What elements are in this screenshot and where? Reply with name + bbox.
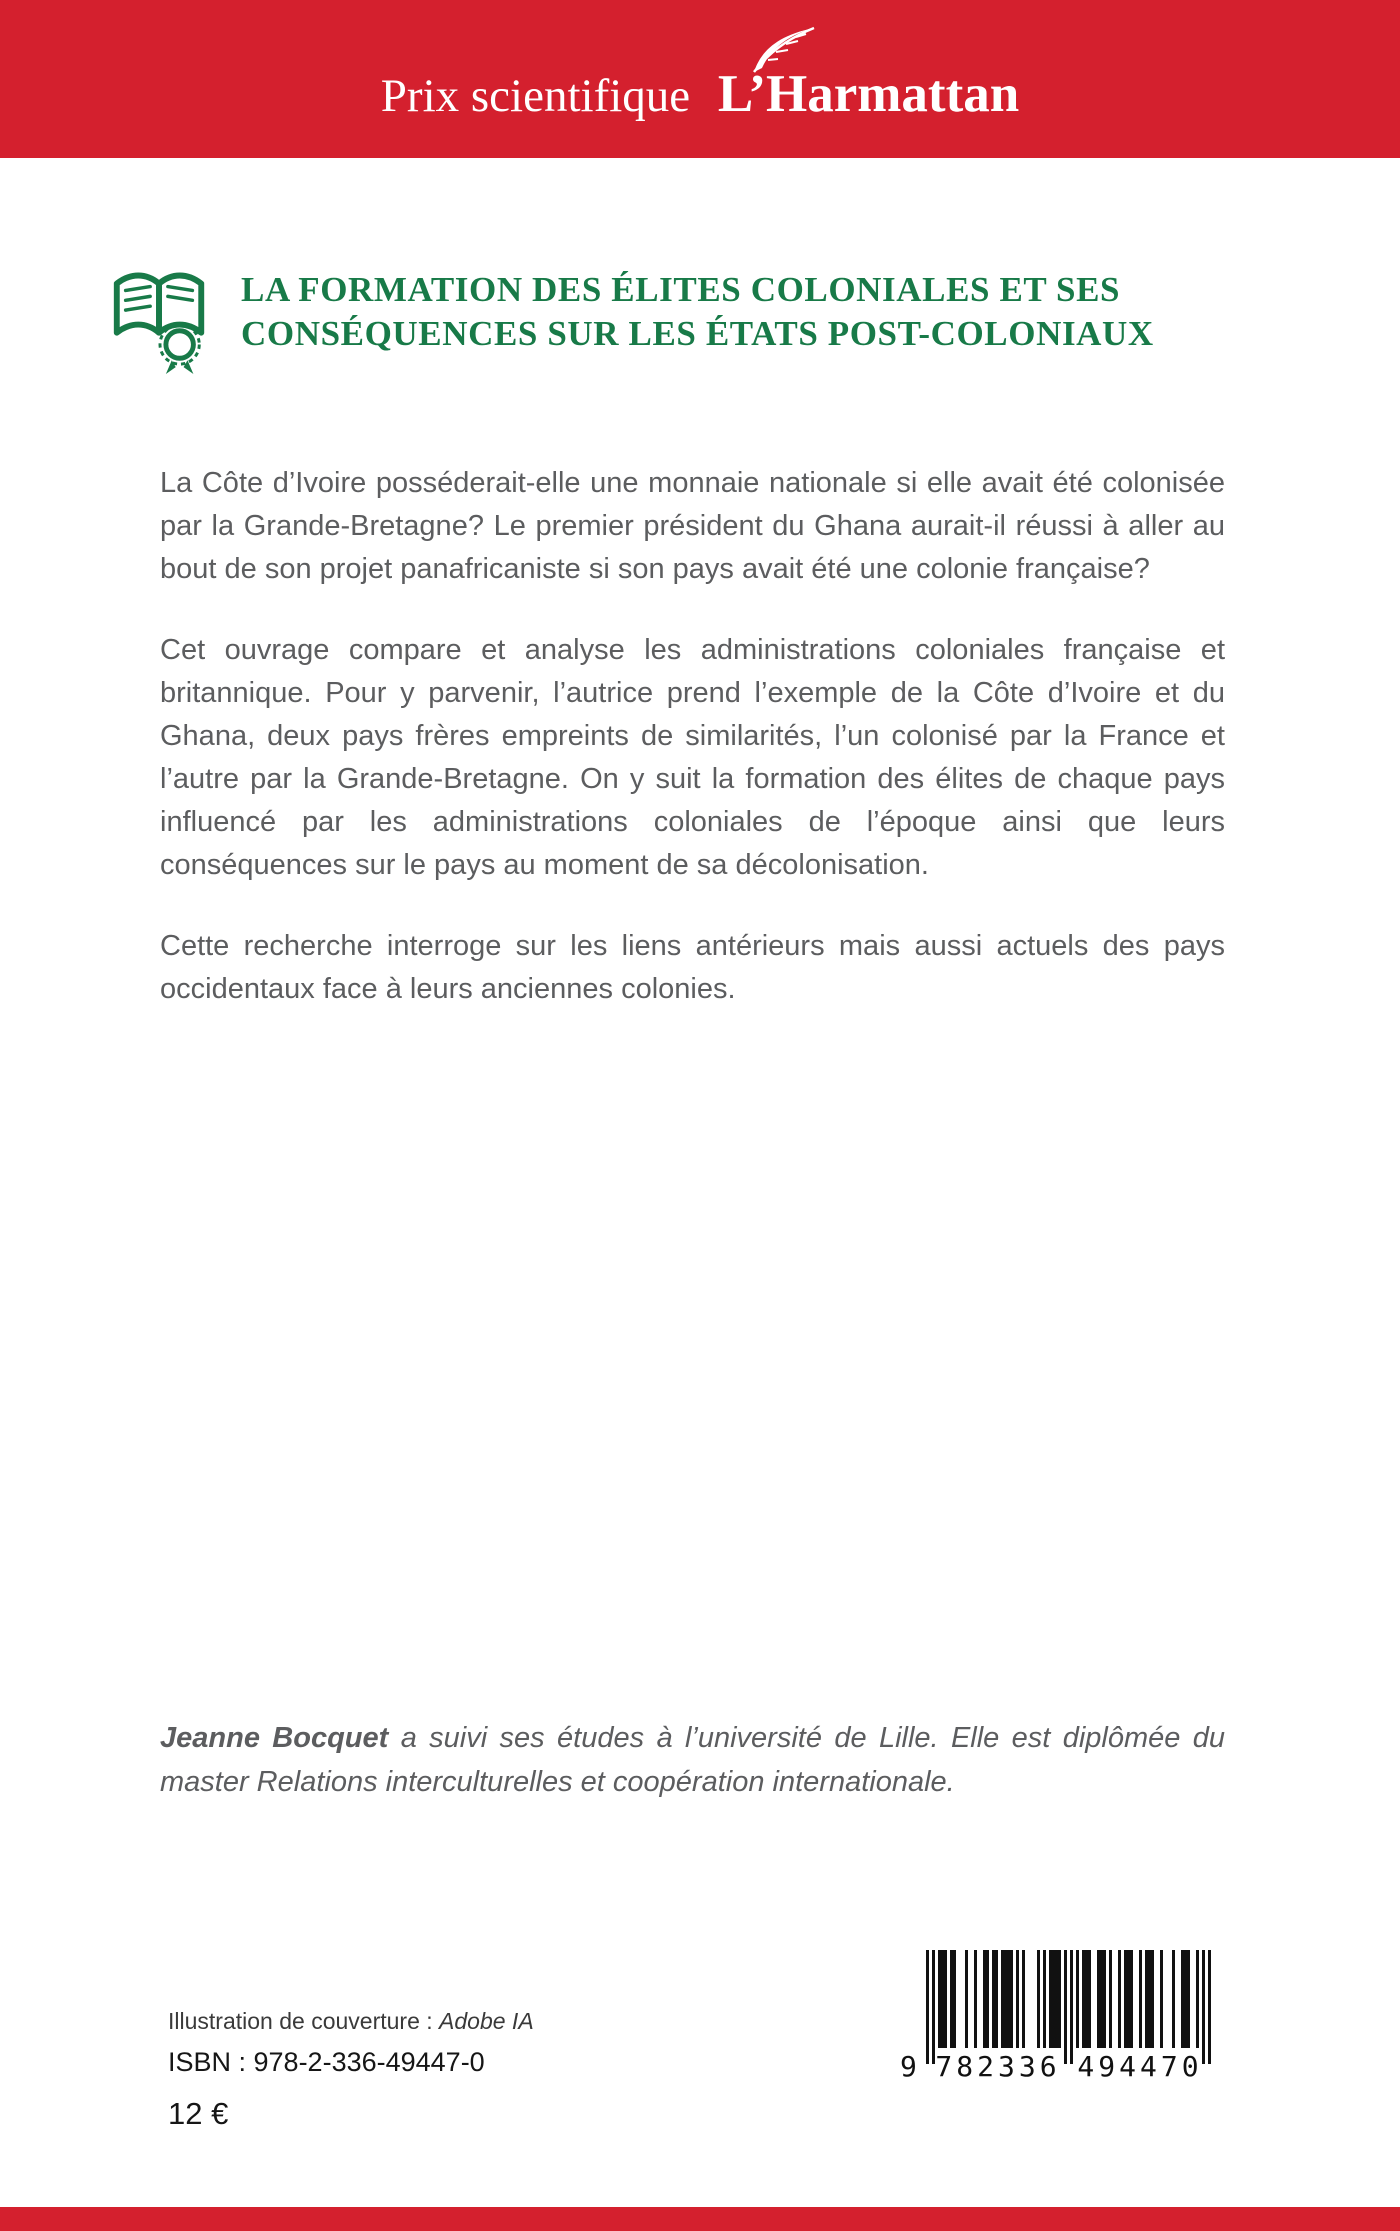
prize-banner-text	[381, 34, 1019, 124]
author-name: Jeanne Bocquet	[160, 1722, 389, 1754]
author-bio-text	[160, 1716, 1225, 1804]
book-title-line-1: LA FORMATION DES ÉLITES COLONIALES ET SES	[241, 270, 1121, 309]
synopsis	[160, 462, 1225, 1011]
title-block	[105, 258, 1245, 376]
book-title	[241, 258, 1154, 356]
author-bio-body: a suivi ses études à l’université de Lille. Elle est diplômée du master Relations interculturelles et coopération internationale.	[160, 1722, 1226, 1798]
book-award-icon	[105, 258, 215, 376]
cover-illustration-credit	[168, 2008, 534, 2035]
isbn: ISBN : 978-2-336-49447-0	[168, 2047, 485, 2077]
publisher-brand-label: L’Harmattan	[717, 65, 1020, 123]
synopsis-paragraph-2: Cet ouvrage compare et analyse les administrations coloniales française et britannique. Pour y parvenir, l’autrice prend l’exemple de la Côte d’Ivoire et du Ghana, deux pays frères empreints de similarités, l’un colonisé par la France et l’autre par la Grande-Bretagne. On y suit la formation des élites de chaque pays influencé par les administrations coloniales de l’époque ainsi que leurs conséquences sur le pays au moment de sa décolonisation.	[160, 634, 1225, 881]
synopsis-paragraph-1: La Côte d’Ivoire posséderait-elle une monnaie nationale si elle avait été colonisée par la Grande-Bretagne? Le premier président du Ghana aurait-il réussi à aller au bout de son projet panafricaniste si son pays avait été une colonie française?	[160, 467, 1225, 585]
footer-info	[168, 2008, 534, 2132]
illustration-label: Illustration de couverture :	[168, 2008, 433, 2034]
barcode-digit-prefix: 9	[900, 2050, 917, 2083]
book-title-line-2: CONSÉQUENCES SUR LES ÉTATS POST-COLONIAUX	[241, 314, 1154, 353]
barcode-bars	[926, 1950, 1211, 2064]
illustration-credit: Adobe IA	[439, 2008, 534, 2034]
barcode-digits-right: 494470	[1077, 2050, 1203, 2083]
prize-banner	[0, 0, 1400, 158]
publisher-brand	[718, 64, 1019, 124]
feather-icon	[748, 26, 818, 87]
synopsis-paragraph-3: Cette recherche interroge sur les liens antérieurs mais aussi actuels des pays occidentaux face à leurs anciennes colonies.	[160, 930, 1225, 1005]
bottom-red-strip	[0, 2207, 1400, 2231]
prize-label: Prix scientifique	[380, 70, 691, 122]
barcode-digits-left: 782336	[935, 2050, 1061, 2083]
barcode	[900, 1950, 1235, 2120]
author-bio	[160, 1716, 1225, 1804]
price: 12 €	[168, 2096, 229, 2131]
